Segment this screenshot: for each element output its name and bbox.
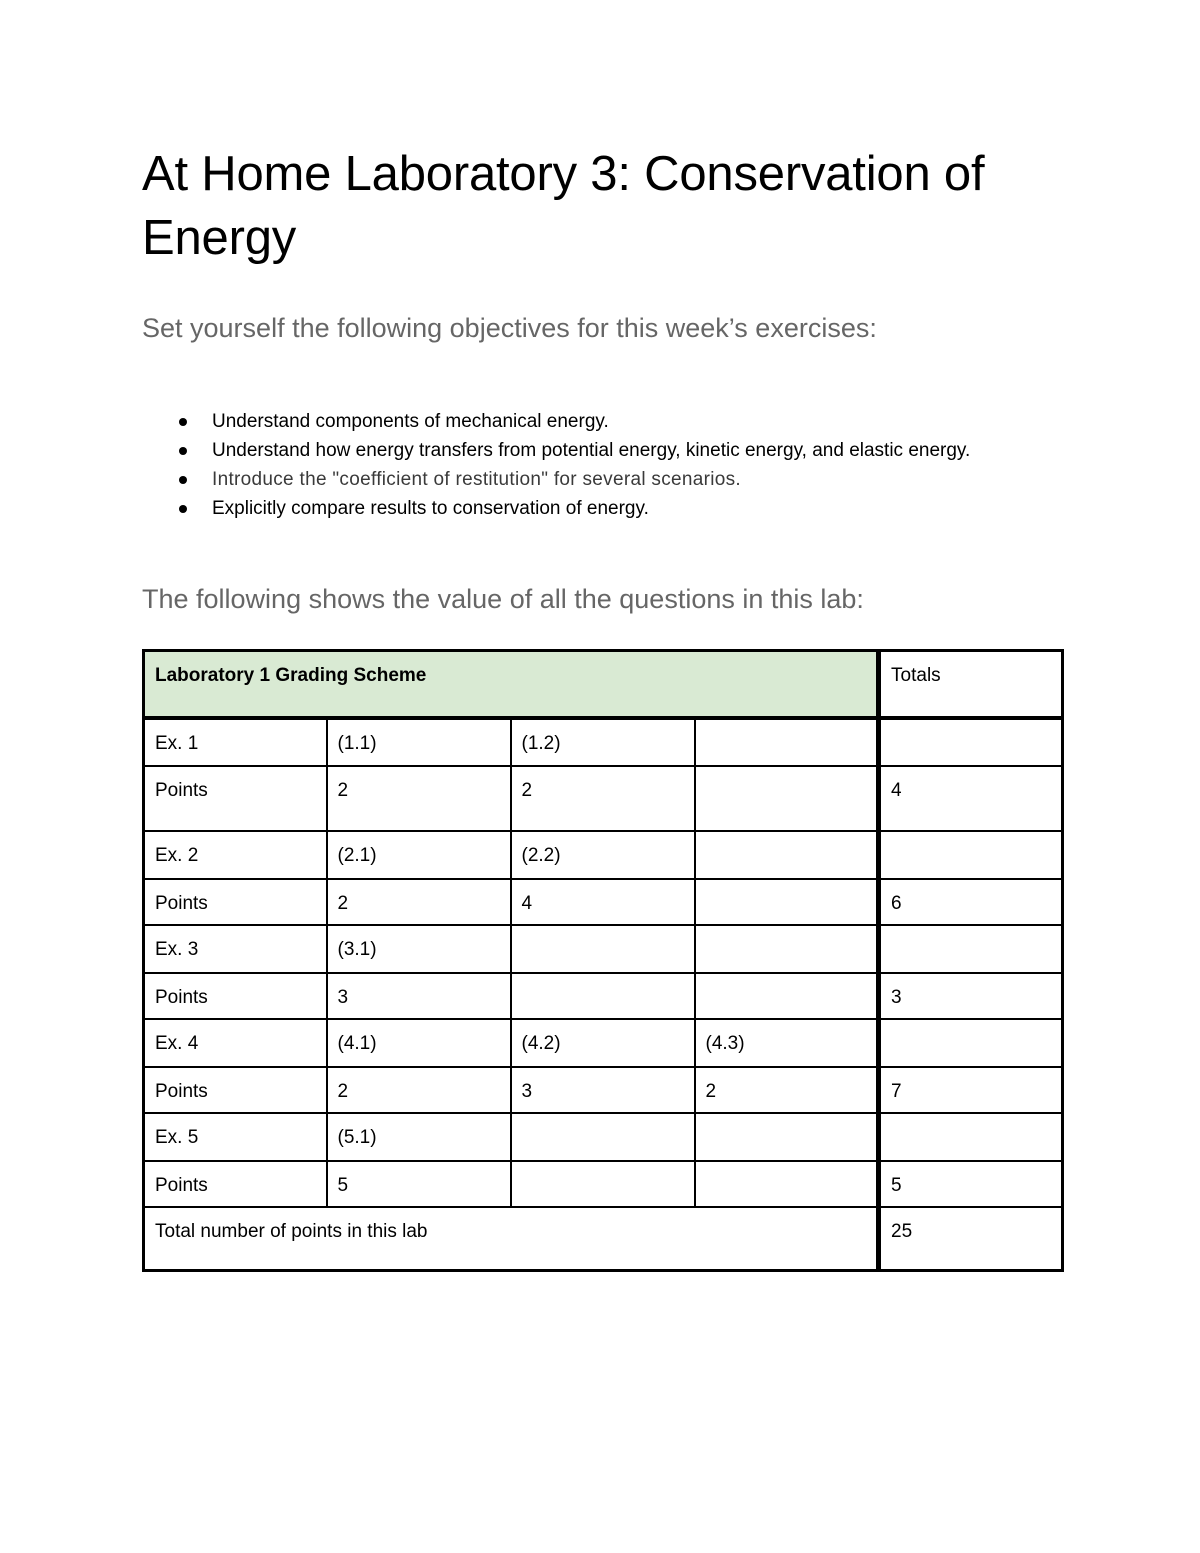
row-total: 5	[879, 1161, 1063, 1207]
grand-total-value: 25	[879, 1207, 1063, 1271]
row-label: Points	[144, 766, 327, 831]
objective-text: Understand components of mechanical energy.	[212, 411, 609, 432]
row-total	[879, 718, 1063, 766]
row-total	[879, 831, 1063, 879]
objectives-list	[142, 407, 1022, 523]
table-cell: 2	[327, 879, 511, 925]
table-cell	[511, 973, 695, 1019]
table-row	[144, 766, 1063, 831]
row-label: Ex. 3	[144, 925, 327, 973]
table-cell	[695, 973, 879, 1019]
row-label: Points	[144, 879, 327, 925]
table-row	[144, 1019, 1063, 1067]
page-title: At Home Laboratory 3: Conservation of Energy	[142, 147, 985, 265]
table-cell	[695, 879, 879, 925]
row-label: Points	[144, 1161, 327, 1207]
table-header-row	[144, 651, 1063, 718]
table-cell: 2	[327, 766, 511, 831]
bullet-icon	[179, 418, 187, 426]
objective-text: Explicitly compare results to conservation of energy.	[212, 498, 649, 519]
table-cell	[695, 925, 879, 973]
table-row	[144, 925, 1063, 973]
bullet-icon	[179, 476, 187, 484]
bullet-icon	[179, 447, 187, 455]
row-total	[879, 925, 1063, 973]
grand-total-label: Total number of points in this lab	[144, 1207, 879, 1271]
table-row	[144, 1067, 1063, 1113]
objective-text: Introduce the "coefficient of restitution" for several scenarios.	[212, 469, 742, 490]
row-total	[879, 1019, 1063, 1067]
objective-item	[142, 407, 1022, 436]
table-row	[144, 831, 1063, 879]
table-cell: (4.2)	[511, 1019, 695, 1067]
table-row	[144, 1161, 1063, 1207]
table-cell: (4.1)	[327, 1019, 511, 1067]
table-cell: 4	[511, 879, 695, 925]
table-heading: The following shows the value of all the questions in this lab:	[142, 584, 864, 614]
table-cell	[511, 1113, 695, 1161]
table-cell	[695, 1161, 879, 1207]
table-cell: (2.2)	[511, 831, 695, 879]
table-cell: 2	[327, 1067, 511, 1113]
table-cell: 2	[511, 766, 695, 831]
table-cell: 2	[695, 1067, 879, 1113]
table-row	[144, 1113, 1063, 1161]
table-row	[144, 718, 1063, 766]
row-label: Points	[144, 1067, 327, 1113]
bullet-icon	[179, 505, 187, 513]
objective-item	[142, 494, 1022, 523]
row-total: 7	[879, 1067, 1063, 1113]
table-cell: 5	[327, 1161, 511, 1207]
row-total: 4	[879, 766, 1063, 831]
row-label: Ex. 5	[144, 1113, 327, 1161]
row-label: Points	[144, 973, 327, 1019]
table-cell	[511, 1161, 695, 1207]
table-cell	[695, 718, 879, 766]
row-total: 6	[879, 879, 1063, 925]
table-cell	[695, 1113, 879, 1161]
row-label: Ex. 4	[144, 1019, 327, 1067]
table-cell: 3	[511, 1067, 695, 1113]
table-cell: 3	[327, 973, 511, 1019]
row-label: Ex. 2	[144, 831, 327, 879]
totals-header: Totals	[879, 651, 1063, 718]
table-cell: (3.1)	[327, 925, 511, 973]
table-row	[144, 973, 1063, 1019]
table-row	[144, 879, 1063, 925]
table-cell: (1.1)	[327, 718, 511, 766]
row-label: Ex. 1	[144, 718, 327, 766]
row-total: 3	[879, 973, 1063, 1019]
table-cell: (5.1)	[327, 1113, 511, 1161]
row-total	[879, 1113, 1063, 1161]
table-cell	[695, 831, 879, 879]
objective-item	[142, 436, 1022, 465]
table-cell	[695, 766, 879, 831]
table-cell	[511, 925, 695, 973]
table-footer-row	[144, 1207, 1063, 1271]
table-cell: (4.3)	[695, 1019, 879, 1067]
table-cell: (1.2)	[511, 718, 695, 766]
objective-text: Understand how energy transfers from potential energy, kinetic energy, and elastic energy.	[212, 440, 971, 461]
objective-item	[142, 465, 1022, 494]
table-cell: (2.1)	[327, 831, 511, 879]
objectives-heading: Set yourself the following objectives for this week’s exercises:	[142, 313, 877, 343]
grading-scheme-title: Laboratory 1 Grading Scheme	[144, 651, 879, 718]
grading-scheme-table	[142, 649, 1064, 1272]
